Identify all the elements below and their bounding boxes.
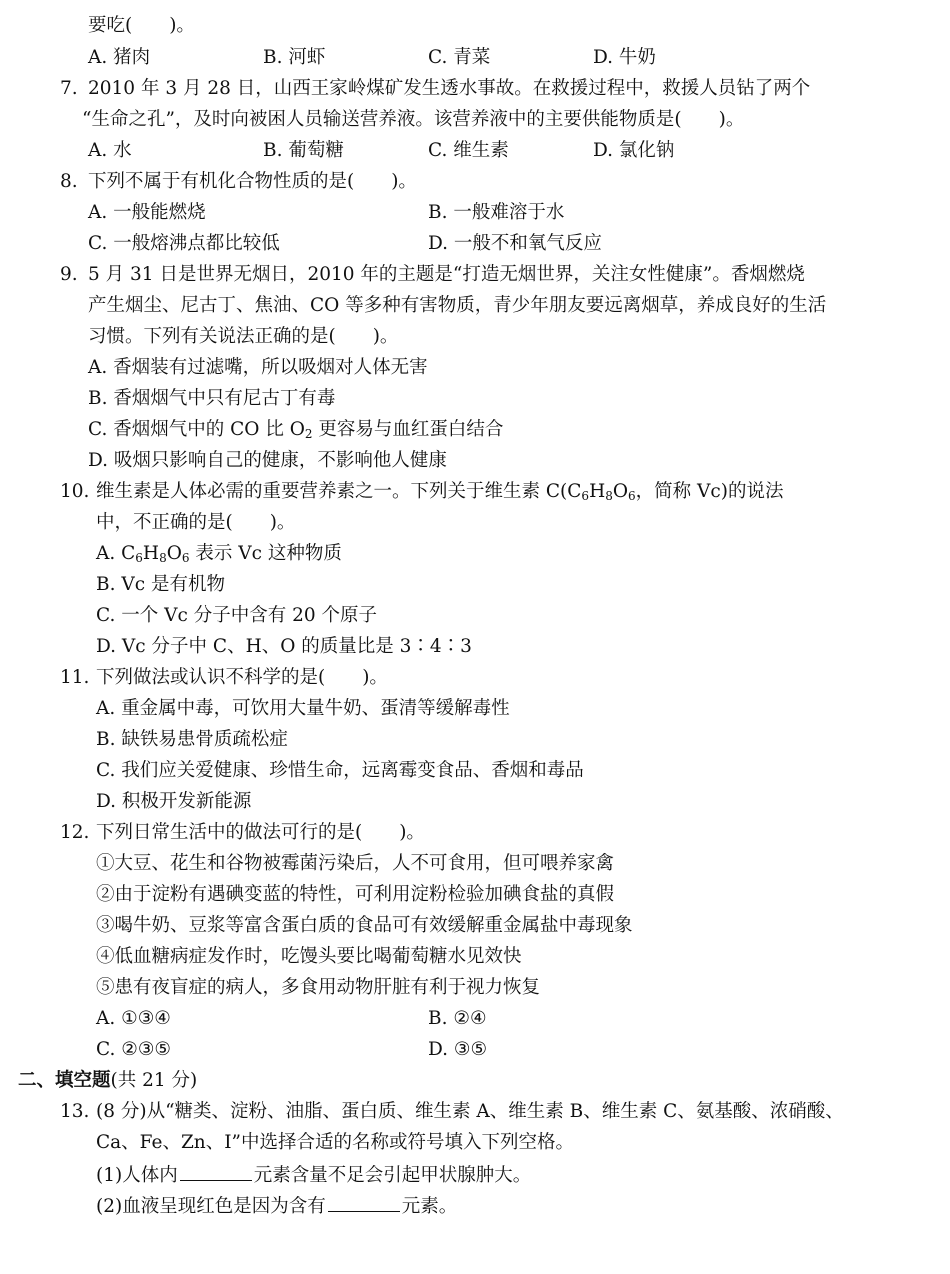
q12-number: 12. [60,822,90,843]
q10-a-h: H [142,543,160,564]
q10-number: 10. [60,481,90,502]
q13-number: 13. [60,1101,90,1122]
q11-option-b: B. 缺铁易患骨质疏松症 [96,729,288,750]
q7-option-d: D. 氯化钠 [593,140,675,161]
q8-number: 8. [60,171,78,192]
q11-option-c: C. 我们应关爱健康、珍惜生命，远离霉变食品、香烟和毒品 [96,760,584,781]
q9-option-c-text: C. 香烟烟气中的 CO 比 O [88,419,305,440]
q7-option-c: C. 维生素 [428,140,509,161]
q12-statement-4: ④低血糖病症发作时，吃馒头要比喝葡萄糖水见效快 [96,946,522,967]
q7-line1: 2010 年 3 月 28 日，山西王家岭煤矿发生透水事故。在救援过程中，救援人员钻了两个 [88,78,811,99]
q9-line2: 产生烟尘、尼古丁、焦油、CO 等多种有害物质，青少年朋友要远离烟草，养成良好的生活 [88,295,827,316]
q9-line3: 习惯。下列有关说法正确的是( )。 [88,326,399,347]
section-title: 二、填空题 [18,1070,111,1091]
q10-a-sub-1: 6 [135,551,143,565]
q13-part-2-text: (2)血液呈现红色是因为含有 [96,1196,326,1217]
q8-option-d: D. 一般不和氧气反应 [428,233,602,254]
q9-option-c-text-end: 更容易与血红蛋白结合 [312,419,504,440]
q7-option-b: B. 葡萄糖 [263,140,344,161]
q9-option-d: D. 吸烟只影响自己的健康，不影响他人健康 [88,450,447,471]
q10-line2: 中，不正确的是( )。 [96,512,296,533]
q7-number: 7. [60,78,78,99]
q10-line1-text: 维生素是人体必需的重要营养素之一。下列关于维生素 C(C [96,481,582,502]
q10-sub-1: 6 [581,489,590,503]
q12-statement-5: ⑤患有夜盲症的病人，多食用动物肝脏有利于视力恢复 [96,977,541,998]
q10-sub-3: 6 [628,489,636,503]
q8-line1: 下列不属于有机化合物性质的是( )。 [88,171,417,192]
q11-line1: 下列做法或认识不科学的是( )。 [96,667,388,688]
section-heading [18,1069,197,1093]
q13-part-1 [96,1162,531,1188]
answer-blank-1[interactable] [180,1162,252,1181]
q8-option-c: C. 一般熔沸点都比较低 [88,233,280,254]
answer-blank-2[interactable] [328,1193,400,1212]
q6-option-b: B. 河虾 [263,47,326,68]
q10-option-c: C. 一个 Vc 分子中含有 20 个原子 [96,605,378,626]
q9-option-a: A. 香烟装有过滤嘴，所以吸烟对人体无害 [88,357,428,378]
section-score: (共 21 分) [110,1070,198,1091]
q6-option-c: C. 青菜 [428,47,491,68]
q12-statement-2: ②由于淀粉有遇碘变蓝的特性，可利用淀粉检验加碘食盐的真假 [96,884,615,905]
q10-line1 [96,480,783,508]
q10-option-a-end: 表示 Vc 这种物质 [189,543,342,564]
q8-option-a: A. 一般能燃烧 [88,202,206,223]
q10-sub-2: 8 [605,489,613,503]
q11-option-d: D. 积极开发新能源 [96,791,252,812]
q8-option-b: B. 一般难溶于水 [428,202,565,223]
q9-option-c-subscript: 2 [304,427,313,441]
q12-option-c: C. ②③⑤ [96,1039,172,1060]
q10-a-sub-3: 6 [181,551,190,565]
q13-line2: Ca、Fe、Zn、I”中选择合适的名称或符号填入下列空格。 [96,1132,574,1153]
q7-option-a: A. 水 [88,140,132,161]
q10-option-a [96,542,342,570]
q11-option-a: A. 重金属中毒，可饮用大量牛奶、蛋清等缓解毒性 [96,698,510,719]
q13-part-1-text-end: 元素含量不足会引起甲状腺肿大。 [253,1165,532,1186]
q11-number: 11. [60,667,90,688]
q9-option-b: B. 香烟烟气中只有尼古丁有毒 [88,388,336,409]
q10-h: H [589,481,606,502]
q10-option-a-text: A. C [96,543,136,564]
q13-part-2-text-end: 元素。 [401,1196,458,1217]
q6-option-a: A. 猪肉 [88,47,151,68]
q9-number: 9. [60,264,78,285]
q13-part-1-text: (1)人体内 [96,1165,178,1186]
q10-a-sub-2: 8 [159,551,167,565]
q12-option-a: A. ①③④ [96,1008,171,1029]
q10-option-b: B. Vc 是有机物 [96,574,225,595]
q9-option-c [88,418,503,446]
q6-continuation: 要吃( )。 [88,15,195,36]
q12-statement-3: ③喝牛奶、豆浆等富含蛋白质的食品可有效缓解重金属盐中毒现象 [96,915,633,936]
q13-line1: (8 分)从“糖类、淀粉、油脂、蛋白质、维生素 A、维生素 B、维生素 C、氨基酸、浓硝酸、 [96,1101,844,1122]
q7-line2: “生命之孔”，及时向被困人员输送营养液。该营养液中的主要供能物质是( )。 [82,109,745,130]
q12-option-d: D. ③⑤ [428,1039,488,1060]
q10-a-o: O [166,543,182,564]
q12-line1: 下列日常生活中的做法可行的是( )。 [96,822,425,843]
q6-option-d: D. 牛奶 [593,47,656,68]
q10-o: O [612,481,629,502]
q10-option-d: D. Vc 分子中 C、H、O 的质量比是 3∶4∶3 [96,636,472,657]
q12-option-b: B. ②④ [428,1008,487,1029]
q13-part-2 [96,1193,457,1219]
q10-line1-end: ，简称 Vc)的说法 [635,481,784,502]
q9-line1: 5 月 31 日是世界无烟日，2010 年的主题是“打造无烟世界，关注女性健康”。香烟燃烧 [88,264,805,285]
q12-statement-1: ①大豆、花生和谷物被霉菌污染后，人不可食用，但可喂养家禽 [96,853,615,874]
